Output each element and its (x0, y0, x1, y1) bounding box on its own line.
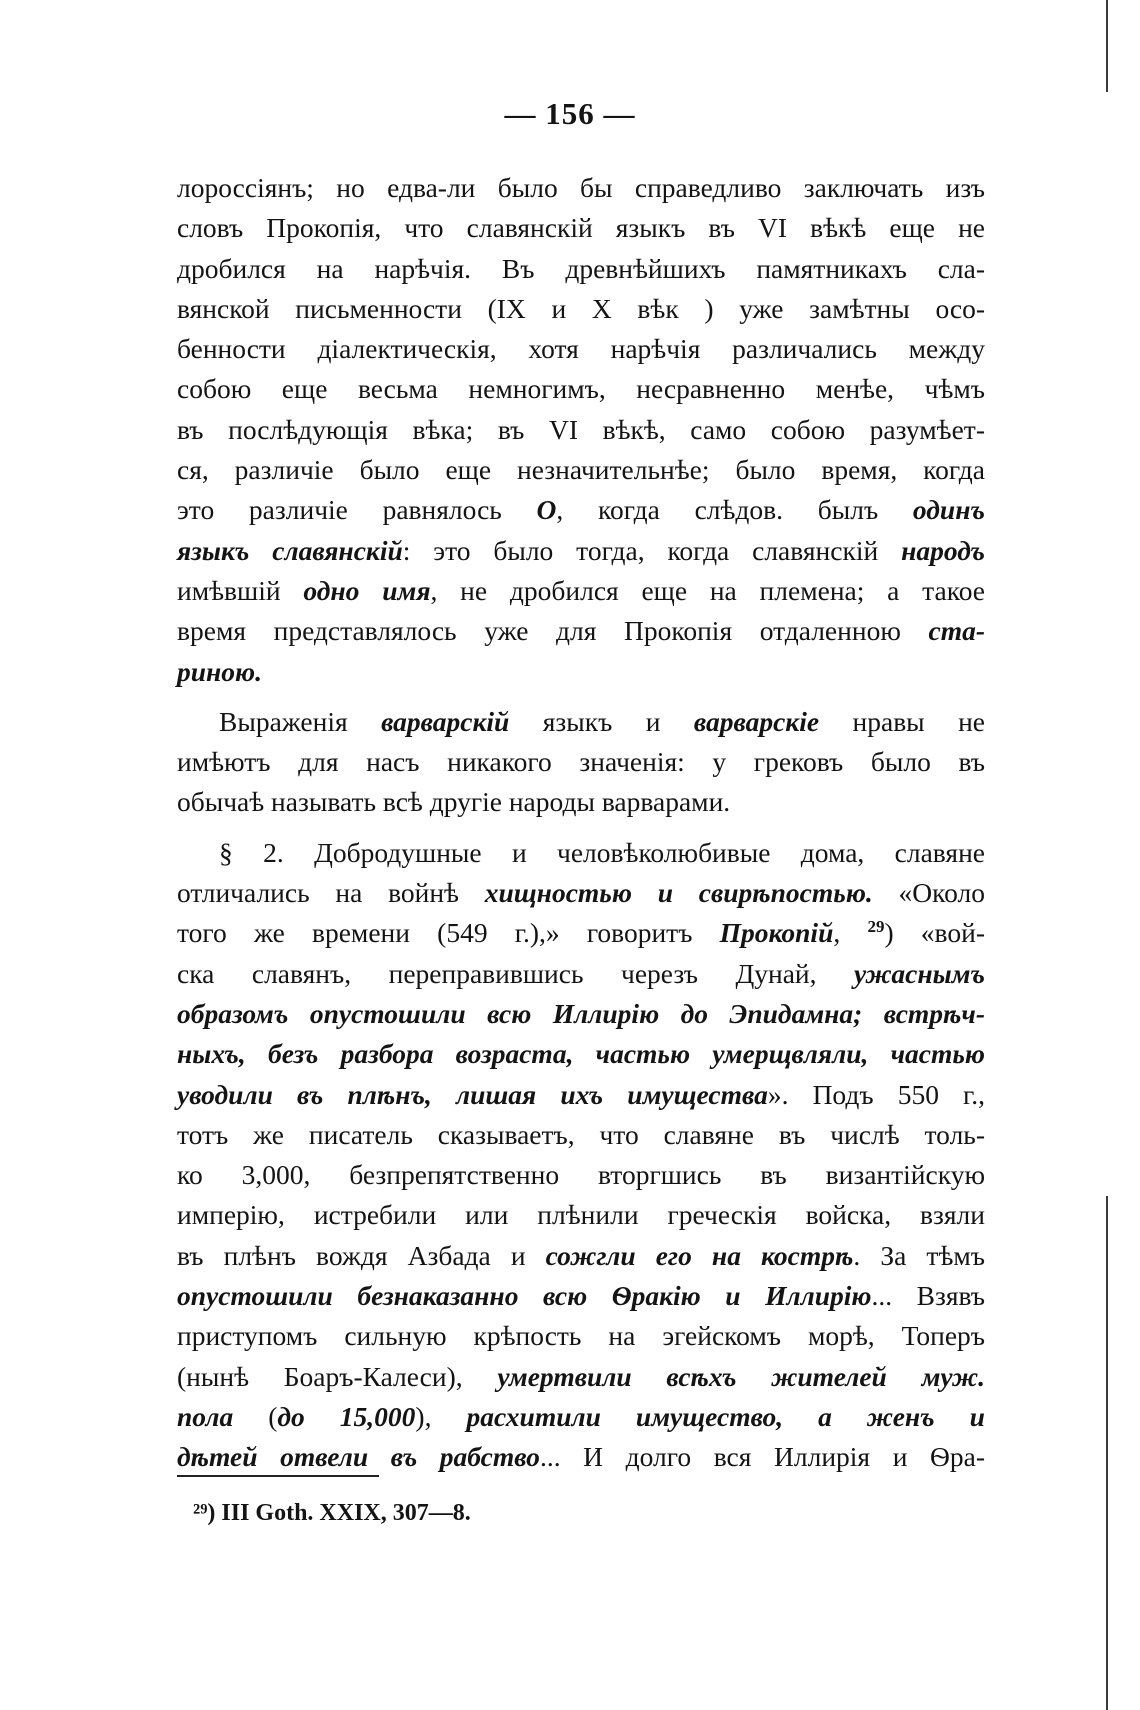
text-line (177, 1195, 985, 1235)
text-segment: языкъ и (509, 705, 694, 737)
emphasis-text: ста- (928, 615, 985, 647)
text-line (177, 1437, 985, 1477)
emphasis-text: народъ (901, 534, 985, 566)
text-segment: ), (415, 1400, 467, 1432)
emphasis-text: пола (177, 1400, 234, 1432)
emphasis-text: уводили въ плѣнъ, лишая ихъ имущества (177, 1078, 768, 1110)
text-segment: Выраженія (219, 705, 382, 737)
text-line (177, 1075, 985, 1115)
page-edge-line (1106, 1196, 1108, 1710)
text-segment: ». Подъ 550 г., (767, 1078, 985, 1110)
text-segment: : это было тогда, когда славянскій (402, 534, 902, 566)
text-line (177, 702, 985, 742)
text-line (177, 994, 985, 1034)
text-line (177, 1115, 985, 1155)
text-line (177, 1236, 985, 1276)
text-segment: въ послѣдующія вѣка; въ VI вѣкѣ, само собою разумѣет- (177, 413, 985, 445)
text-line (177, 652, 985, 692)
emphasis-text: опустошили безнаказанно всю Ѳракію и Иллирію (177, 1280, 872, 1312)
text-line (177, 1357, 985, 1397)
text-line (177, 571, 985, 611)
page-edge-line (1106, 0, 1108, 92)
emphasis-text: расхитили имущество, а женъ и (466, 1400, 985, 1432)
text-segment: «Около (872, 877, 985, 909)
emphasis-text: сожгли его на кострѣ (545, 1239, 854, 1271)
emphasis-text: Прокопій (719, 917, 834, 949)
emphasis-text: риною. (177, 655, 263, 687)
text-line (177, 782, 985, 822)
text-line (177, 450, 985, 490)
text-segment: собою еще весьма немногимъ, несравненно менѣе, чѣмъ (177, 373, 985, 405)
text-segment: дробился на нарѣчія. Въ древнѣйшихъ памятникахъ сла- (177, 252, 985, 284)
text-line (177, 611, 985, 651)
text-segment: приступомъ сильную крѣпость на эгейскомъ морѣ, Топеръ (177, 1320, 985, 1352)
text-segment: ска славянъ, переправившись черезъ Дунай, (177, 957, 855, 989)
text-segment: отличались на войнѣ (177, 877, 485, 909)
text-segment: тотъ же писатель сказываетъ, что славяне въ числѣ толь- (177, 1118, 985, 1150)
text-line (177, 249, 985, 289)
emphasis-text: хищностью и свирѣпостью. (484, 877, 873, 909)
emphasis-text: до 15,000 (277, 1400, 416, 1432)
paragraph-gap (177, 692, 985, 702)
text-segment: въ плѣнъ вождя Азбада и (177, 1239, 546, 1271)
emphasis-text: О (536, 494, 557, 526)
text-line (177, 1155, 985, 1195)
text-line (177, 1397, 985, 1437)
footnote-ref: 29 (867, 917, 885, 937)
text-segment: бенности діалектическія, хотя нарѣчія различались между (177, 333, 985, 365)
text-segment: время представлялось уже для Прокопія отдаленною (177, 615, 929, 647)
text-line (177, 369, 985, 409)
emphasis-text: одно имя (303, 574, 431, 606)
text-line (177, 410, 985, 450)
text-line (177, 289, 985, 329)
text-segment: , (833, 917, 868, 949)
text-line (177, 490, 985, 530)
text-line (177, 168, 985, 208)
emphasis-text: дѣтей отвели въ рабство (177, 1441, 540, 1473)
text-segment: ... Взявъ (871, 1280, 985, 1312)
text-line (177, 954, 985, 994)
text-line (177, 833, 985, 873)
text-line (177, 329, 985, 369)
footnote-rule (177, 1475, 379, 1477)
text-segment: ) «вой- (884, 917, 985, 949)
text-segment: имперію, истребили или плѣнили греческія войска, взяли (177, 1199, 985, 1231)
text-segment: ... И долго вся Иллирія и Ѳра- (539, 1441, 985, 1473)
emphasis-text: одинъ (912, 494, 985, 526)
text-segment: , когда слѣдов. былъ (556, 494, 913, 526)
text-segment: . За тѣмъ (853, 1239, 985, 1271)
emphasis-text: образомъ опустошили всю Иллирію до Эпидамна; встрѣч- (177, 997, 985, 1029)
text-line (177, 742, 985, 782)
text-segment: имѣвшій (177, 574, 304, 606)
emphasis-text: ужаснымъ (854, 957, 985, 989)
text-line (177, 1034, 985, 1074)
text-segment: того же времени (549 г.),» говоритъ (177, 917, 720, 949)
text-line (177, 1276, 985, 1316)
emphasis-text: ныхъ, безъ разбора возраста, частью умерщвляли, частью (177, 1038, 985, 1070)
emphasis-text: умертвили всѣхъ жителей муж. (497, 1360, 985, 1392)
text-segment: , не дробился еще на племена; а такое (430, 574, 985, 606)
text-segment: ся, различіе было еще незначительнѣе; было время, когда (177, 454, 985, 486)
text-segment: имѣютъ для насъ никакого значенія: у грековъ было въ (177, 746, 985, 778)
text-segment: лороссіянъ; но едва‑ли было бы справедливо заключать изъ (177, 172, 985, 203)
text-line (177, 1316, 985, 1356)
text-segment: § 2. Добродушные и человѣколюбивые дома, славяне (219, 836, 985, 868)
footnote: ²⁹) III Goth. XXIX, 307—8. (193, 1500, 471, 1526)
text-line (177, 208, 985, 248)
emphasis-text: языкъ славянскій (177, 534, 403, 566)
text-line (177, 873, 985, 913)
text-segment: словъ Прокопія, что славянскій языкъ въ VI вѣкѣ еще не (177, 212, 985, 244)
text-segment: вянской письменности (IX и X вѣк ) уже замѣтны осо- (177, 292, 985, 324)
text-segment: нравы не (819, 705, 985, 737)
text-line (177, 531, 985, 571)
paragraph-gap (177, 823, 985, 833)
text-segment: обычаѣ называть всѣ другіе народы варварами. (177, 786, 731, 818)
text-line (177, 913, 985, 953)
text-segment: ( (233, 1400, 278, 1432)
emphasis-text: варварскій (381, 705, 510, 737)
body-text (177, 168, 985, 1478)
page-number: — 156 — (504, 96, 636, 131)
text-segment: это различіе равнялось (177, 494, 537, 526)
text-segment: ко 3,000, безпрепятственно вторгшись въ византійскую (177, 1159, 985, 1191)
text-segment: (нынѣ Боаръ-Калеси), (177, 1360, 498, 1392)
emphasis-text: варварскіе (693, 705, 820, 737)
